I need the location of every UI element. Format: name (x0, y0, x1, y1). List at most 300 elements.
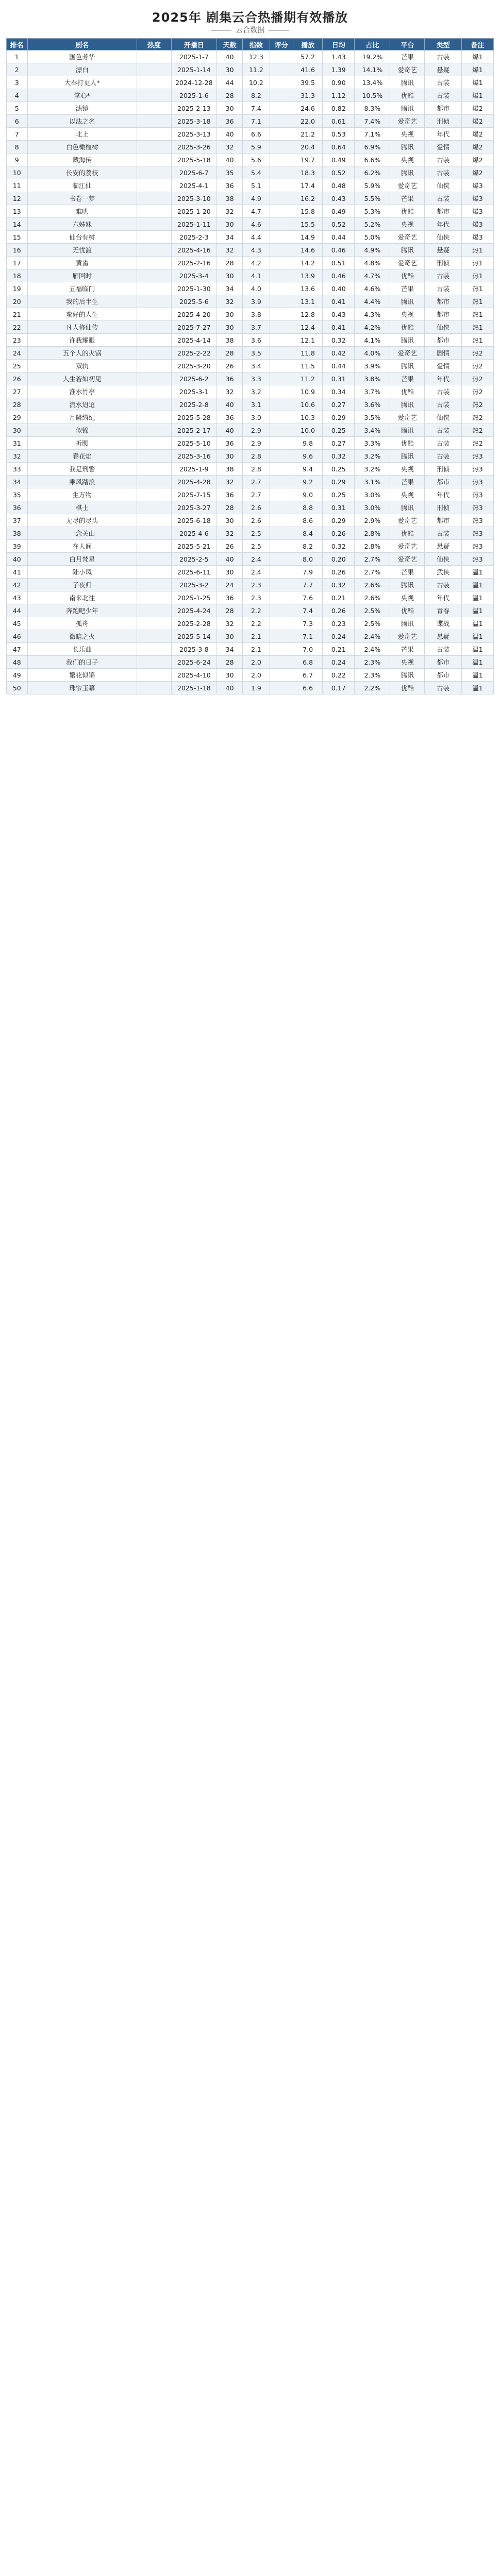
cell-index: 2.1 (243, 630, 270, 643)
cell-index: 7.1 (243, 115, 270, 128)
cell-score (270, 617, 293, 630)
cell-rank: 27 (7, 385, 28, 398)
cell-name: 我们的日子 (27, 656, 137, 669)
cell-remark: 热1 (461, 295, 493, 308)
cell-days: 30 (217, 450, 243, 463)
cell-index: 2.6 (243, 501, 270, 514)
cell-daily: 0.26 (323, 604, 355, 617)
cell-plays: 7.3 (293, 617, 322, 630)
cell-share: 4.7% (355, 269, 390, 282)
cell-platform: 芒果 (390, 50, 425, 63)
cell-rank: 48 (7, 656, 28, 669)
cell-rank: 7 (7, 128, 28, 141)
cell-platform: 腾讯 (390, 244, 425, 257)
cell-platform: 爱奇艺 (390, 411, 425, 424)
cell-daily: 0.82 (323, 102, 355, 115)
cell-heat (137, 476, 171, 488)
cell-index: 2.1 (243, 643, 270, 656)
cell-type: 谍战 (425, 617, 462, 630)
cell-plays: 14.6 (293, 244, 322, 257)
cell-rank: 37 (7, 514, 28, 527)
cell-heat (137, 424, 171, 437)
cell-remark: 热3 (461, 514, 493, 527)
cell-daily: 0.53 (323, 128, 355, 141)
cell-remark: 爆1 (461, 89, 493, 102)
header-index: 指数 (243, 39, 270, 50)
cell-remark: 热3 (461, 540, 493, 553)
cell-rank: 32 (7, 450, 28, 463)
cell-remark: 热3 (461, 553, 493, 566)
cell-remark: 温1 (461, 682, 493, 694)
table-row (7, 437, 494, 450)
cell-remark: 爆2 (461, 128, 493, 141)
table-row (7, 463, 494, 476)
cell-date: 2025-2-22 (171, 347, 216, 360)
cell-plays: 21.2 (293, 128, 322, 141)
cell-daily: 0.40 (323, 282, 355, 295)
cell-date: 2025-5-10 (171, 437, 216, 450)
cell-type: 都市 (425, 205, 462, 218)
cell-score (270, 308, 293, 321)
cell-plays: 16.2 (293, 192, 322, 205)
cell-heat (137, 591, 171, 604)
cell-days: 36 (217, 488, 243, 501)
cell-date: 2025-7-15 (171, 488, 216, 501)
cell-type: 古装 (425, 643, 462, 656)
cell-remark: 温1 (461, 591, 493, 604)
cell-days: 30 (217, 63, 243, 76)
cell-plays: 24.6 (293, 102, 322, 115)
cell-remark: 热2 (461, 398, 493, 411)
cell-platform: 央视 (390, 591, 425, 604)
header-remark: 备注 (461, 39, 493, 50)
cell-daily: 0.43 (323, 192, 355, 205)
cell-remark: 温1 (461, 579, 493, 591)
cell-score (270, 424, 293, 437)
cell-platform: 优酷 (390, 385, 425, 398)
cell-heat (137, 488, 171, 501)
table-row (7, 579, 494, 591)
cell-platform: 腾讯 (390, 669, 425, 682)
cell-days: 36 (217, 179, 243, 192)
cell-heat (137, 437, 171, 450)
header-platform: 平台 (390, 39, 425, 50)
cell-rank: 28 (7, 398, 28, 411)
cell-platform: 爱奇艺 (390, 231, 425, 244)
cell-name: 无忧渡 (27, 244, 137, 257)
cell-heat (137, 450, 171, 463)
cell-platform: 腾讯 (390, 501, 425, 514)
cell-daily: 0.42 (323, 347, 355, 360)
cell-days: 44 (217, 76, 243, 89)
cell-rank: 9 (7, 154, 28, 166)
cell-rank: 36 (7, 501, 28, 514)
cell-index: 12.3 (243, 50, 270, 63)
cell-type: 仙侠 (425, 179, 462, 192)
cell-days: 30 (217, 630, 243, 643)
cell-plays: 9.6 (293, 450, 322, 463)
cell-platform: 爱奇艺 (390, 179, 425, 192)
cell-plays: 8.8 (293, 501, 322, 514)
cell-date: 2025-4-24 (171, 604, 216, 617)
cell-index: 5.1 (243, 179, 270, 192)
cell-heat (137, 643, 171, 656)
cell-rank: 13 (7, 205, 28, 218)
cell-index: 2.7 (243, 476, 270, 488)
cell-share: 2.4% (355, 630, 390, 643)
cell-name: 一念关山 (27, 527, 137, 540)
cell-days: 40 (217, 398, 243, 411)
cell-share: 3.0% (355, 501, 390, 514)
cell-name: 折腰 (27, 437, 137, 450)
cell-plays: 39.5 (293, 76, 322, 89)
cell-index: 4.3 (243, 244, 270, 257)
cell-rank: 15 (7, 231, 28, 244)
cell-index: 3.3 (243, 372, 270, 385)
cell-name: 我是刑警 (27, 463, 137, 476)
page-subtitle (0, 25, 500, 35)
cell-platform: 爱奇艺 (390, 63, 425, 76)
cell-daily: 0.48 (323, 179, 355, 192)
cell-score (270, 244, 293, 257)
cell-days: 32 (217, 617, 243, 630)
cell-rank: 24 (7, 347, 28, 360)
cell-heat (137, 360, 171, 372)
cell-share: 3.2% (355, 463, 390, 476)
cell-remark: 热2 (461, 360, 493, 372)
cell-plays: 15.8 (293, 205, 322, 218)
cell-remark: 热3 (461, 527, 493, 540)
cell-score (270, 488, 293, 501)
cell-days: 40 (217, 553, 243, 566)
cell-score (270, 102, 293, 115)
cell-date: 2025-5-21 (171, 540, 216, 553)
cell-score (270, 540, 293, 553)
cell-days: 40 (217, 682, 243, 694)
table-row (7, 218, 494, 231)
cell-name: 黄雀 (27, 257, 137, 269)
cell-score (270, 89, 293, 102)
cell-date: 2025-6-7 (171, 166, 216, 179)
cell-date: 2025-3-26 (171, 141, 216, 154)
cell-index: 3.1 (243, 398, 270, 411)
cell-rank: 34 (7, 476, 28, 488)
cell-plays: 7.0 (293, 643, 322, 656)
cell-remark: 热1 (461, 334, 493, 347)
cell-days: 32 (217, 385, 243, 398)
cell-name: 无尽的尽头 (27, 514, 137, 527)
cell-name: 棋士 (27, 501, 137, 514)
cell-days: 40 (217, 424, 243, 437)
subtitle-text: 云合数据 (236, 26, 264, 35)
cell-platform: 爱奇艺 (390, 553, 425, 566)
cell-index: 3.8 (243, 308, 270, 321)
cell-name: 淮水竹亭 (27, 385, 137, 398)
cell-remark: 爆3 (461, 205, 493, 218)
cell-date: 2025-6-2 (171, 372, 216, 385)
cell-type: 都市 (425, 295, 462, 308)
table-row (7, 566, 494, 579)
cell-type: 古装 (425, 398, 462, 411)
cell-rank: 4 (7, 89, 28, 102)
cell-type: 青春 (425, 604, 462, 617)
cell-type: 古装 (425, 76, 462, 89)
cell-remark: 热1 (461, 269, 493, 282)
cell-name: 蛮好的人生 (27, 308, 137, 321)
cell-daily: 0.46 (323, 244, 355, 257)
cell-type: 刑侦 (425, 501, 462, 514)
cell-share: 3.9% (355, 360, 390, 372)
cell-share: 10.5% (355, 89, 390, 102)
cell-score (270, 385, 293, 398)
cell-date: 2025-1-6 (171, 89, 216, 102)
cell-name: 子夜归 (27, 579, 137, 591)
cell-days: 38 (217, 334, 243, 347)
cell-days: 26 (217, 540, 243, 553)
cell-score (270, 63, 293, 76)
cell-daily: 0.32 (323, 450, 355, 463)
cell-name: 孤舟 (27, 617, 137, 630)
cell-name: 滤镜 (27, 102, 137, 115)
cell-days: 28 (217, 656, 243, 669)
cell-days: 32 (217, 244, 243, 257)
cell-type: 仙侠 (425, 553, 462, 566)
cell-share: 2.7% (355, 553, 390, 566)
cell-days: 40 (217, 128, 243, 141)
cell-days: 32 (217, 295, 243, 308)
cell-rank: 11 (7, 179, 28, 192)
cell-daily: 0.21 (323, 643, 355, 656)
cell-daily: 0.23 (323, 617, 355, 630)
cell-platform: 腾讯 (390, 76, 425, 89)
cell-days: 30 (217, 669, 243, 682)
cell-days: 36 (217, 411, 243, 424)
cell-name: 漂白 (27, 63, 137, 76)
cell-type: 悬疑 (425, 540, 462, 553)
cell-name: 白月梵星 (27, 553, 137, 566)
cell-heat (137, 617, 171, 630)
cell-type: 仙侠 (425, 321, 462, 334)
cell-type: 年代 (425, 488, 462, 501)
cell-daily: 0.61 (323, 115, 355, 128)
cell-plays: 14.2 (293, 257, 322, 269)
cell-index: 5.6 (243, 154, 270, 166)
cell-daily: 0.49 (323, 154, 355, 166)
cell-type: 古装 (425, 166, 462, 179)
cell-date: 2025-3-16 (171, 450, 216, 463)
cell-remark: 爆1 (461, 76, 493, 89)
table-row (7, 527, 494, 540)
cell-daily: 0.64 (323, 141, 355, 154)
cell-plays: 11.2 (293, 372, 322, 385)
cell-date: 2025-4-14 (171, 334, 216, 347)
cell-plays: 6.6 (293, 682, 322, 694)
cell-date: 2025-1-9 (171, 463, 216, 476)
table-row (7, 192, 494, 205)
cell-share: 2.3% (355, 669, 390, 682)
cell-index: 4.0 (243, 282, 270, 295)
cell-daily: 0.32 (323, 540, 355, 553)
cell-rank: 20 (7, 295, 28, 308)
cell-score (270, 450, 293, 463)
cell-rank: 17 (7, 257, 28, 269)
table-row (7, 308, 494, 321)
cell-date: 2025-3-4 (171, 269, 216, 282)
cell-index: 4.6 (243, 218, 270, 231)
cell-heat (137, 89, 171, 102)
cell-heat (137, 501, 171, 514)
cell-remark: 温1 (461, 566, 493, 579)
cell-index: 2.0 (243, 656, 270, 669)
cell-index: 10.2 (243, 76, 270, 89)
cell-heat (137, 527, 171, 540)
cell-plays: 13.6 (293, 282, 322, 295)
cell-score (270, 463, 293, 476)
cell-name: 难哄 (27, 205, 137, 218)
cell-share: 3.3% (355, 437, 390, 450)
cell-platform: 腾讯 (390, 579, 425, 591)
cell-remark: 热1 (461, 257, 493, 269)
cell-remark: 温1 (461, 643, 493, 656)
table-row (7, 244, 494, 257)
cell-name: 我的后半生 (27, 295, 137, 308)
cell-platform: 优酷 (390, 682, 425, 694)
cell-date: 2025-5-28 (171, 411, 216, 424)
header-daily: 日均 (323, 39, 355, 50)
cell-share: 5.2% (355, 218, 390, 231)
cell-score (270, 656, 293, 669)
cell-days: 34 (217, 282, 243, 295)
cell-rank: 6 (7, 115, 28, 128)
cell-share: 5.3% (355, 205, 390, 218)
cell-score (270, 476, 293, 488)
table-row (7, 128, 494, 141)
cell-name: 六姊妹 (27, 218, 137, 231)
cell-share: 4.2% (355, 321, 390, 334)
cell-score (270, 360, 293, 372)
cell-daily: 0.25 (323, 488, 355, 501)
cell-share: 3.2% (355, 450, 390, 463)
cell-platform: 芒果 (390, 282, 425, 295)
cell-name: 书卷一梦 (27, 192, 137, 205)
cell-daily: 0.29 (323, 514, 355, 527)
cell-index: 8.2 (243, 89, 270, 102)
cell-remark: 温1 (461, 630, 493, 643)
cell-type: 古装 (425, 89, 462, 102)
cell-days: 30 (217, 218, 243, 231)
cell-date: 2025-5-14 (171, 630, 216, 643)
cell-heat (137, 257, 171, 269)
cell-name: 珠帘玉幕 (27, 682, 137, 694)
cell-date: 2025-7-27 (171, 321, 216, 334)
cell-days: 32 (217, 141, 243, 154)
header-type: 类型 (425, 39, 462, 50)
cell-platform: 央视 (390, 154, 425, 166)
cell-heat (137, 321, 171, 334)
cell-remark: 爆2 (461, 102, 493, 115)
cell-days: 24 (217, 579, 243, 591)
cell-heat (137, 192, 171, 205)
cell-daily: 0.21 (323, 591, 355, 604)
cell-platform: 爱奇艺 (390, 540, 425, 553)
cell-plays: 57.2 (293, 50, 322, 63)
cell-remark: 热1 (461, 244, 493, 257)
cell-share: 2.6% (355, 579, 390, 591)
cell-days: 34 (217, 643, 243, 656)
cell-rank: 44 (7, 604, 28, 617)
cell-daily: 0.26 (323, 566, 355, 579)
cell-score (270, 166, 293, 179)
cell-plays: 9.2 (293, 476, 322, 488)
cell-heat (137, 347, 171, 360)
cell-name: 长乐曲 (27, 643, 137, 656)
cell-daily: 0.27 (323, 398, 355, 411)
cell-type: 年代 (425, 128, 462, 141)
cell-share: 7.4% (355, 115, 390, 128)
cell-plays: 19.7 (293, 154, 322, 166)
cell-plays: 12.1 (293, 334, 322, 347)
cell-index: 2.5 (243, 527, 270, 540)
cell-platform: 央视 (390, 308, 425, 321)
cell-name: 五个人的火锅 (27, 347, 137, 360)
cell-share: 3.0% (355, 488, 390, 501)
cell-days: 40 (217, 50, 243, 63)
cell-type: 悬疑 (425, 63, 462, 76)
cell-plays: 10.6 (293, 398, 322, 411)
cell-plays: 15.5 (293, 218, 322, 231)
cell-rank: 33 (7, 463, 28, 476)
cell-remark: 爆1 (461, 63, 493, 76)
cell-heat (137, 463, 171, 476)
cell-score (270, 591, 293, 604)
header-rank: 排名 (7, 39, 28, 50)
cell-score (270, 347, 293, 360)
cell-share: 3.4% (355, 424, 390, 437)
cell-remark: 爆3 (461, 192, 493, 205)
cell-daily: 0.22 (323, 669, 355, 682)
cell-index: 2.4 (243, 566, 270, 579)
page-title: 2025年 剧集云合热播期有效播放 (152, 10, 348, 25)
cell-name: 生万物 (27, 488, 137, 501)
cell-name: 北上 (27, 128, 137, 141)
cell-heat (137, 76, 171, 89)
cell-plays: 17.4 (293, 179, 322, 192)
cell-heat (137, 244, 171, 257)
cell-type: 都市 (425, 476, 462, 488)
cell-days: 28 (217, 501, 243, 514)
cell-index: 3.6 (243, 334, 270, 347)
cell-platform: 央视 (390, 218, 425, 231)
cell-heat (137, 604, 171, 617)
cell-platform: 优酷 (390, 89, 425, 102)
cell-days: 32 (217, 476, 243, 488)
cell-share: 2.8% (355, 527, 390, 540)
cell-plays: 7.1 (293, 630, 322, 643)
cell-days: 30 (217, 514, 243, 527)
cell-heat (137, 295, 171, 308)
cell-heat (137, 282, 171, 295)
cell-type: 都市 (425, 669, 462, 682)
cell-name: 雁回时 (27, 269, 137, 282)
cell-heat (137, 385, 171, 398)
table-row (7, 360, 494, 372)
cell-days: 36 (217, 437, 243, 450)
cell-score (270, 566, 293, 579)
cell-rank: 23 (7, 334, 28, 347)
cell-index: 5.9 (243, 141, 270, 154)
cell-type: 古装 (425, 269, 462, 282)
cell-score (270, 192, 293, 205)
